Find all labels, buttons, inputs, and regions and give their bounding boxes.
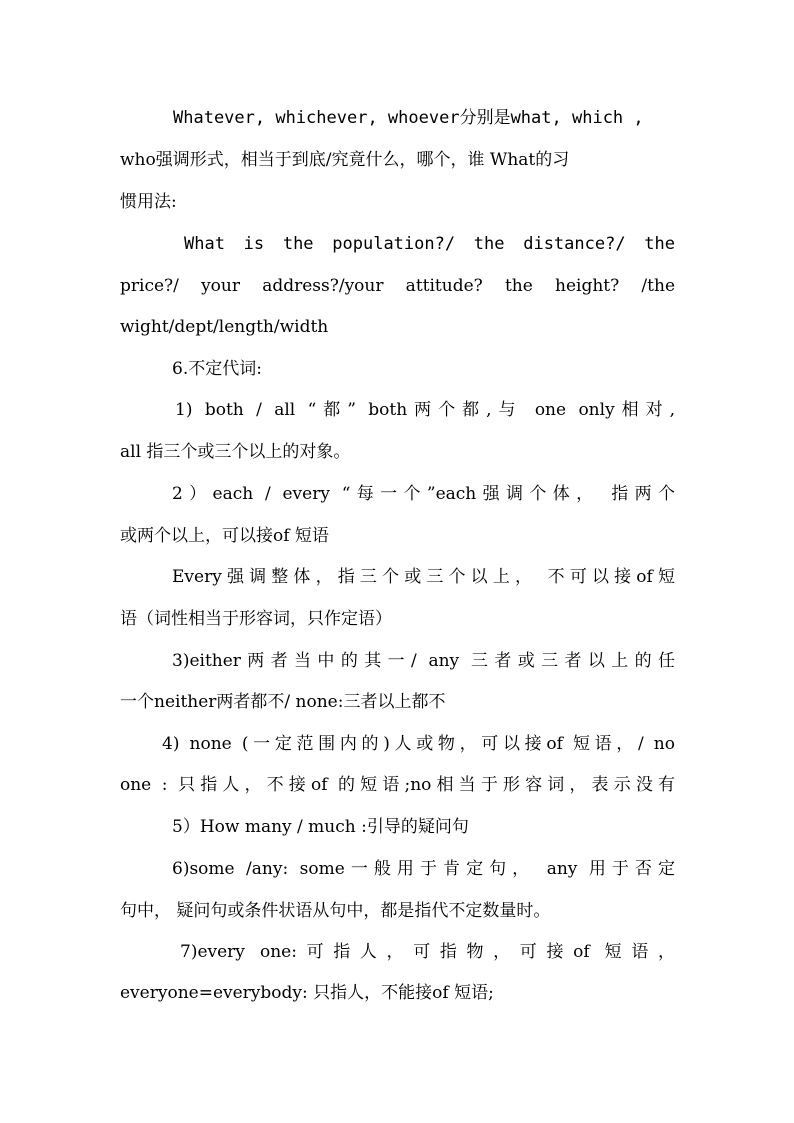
paragraph-line-17: one : 只指人，不接of 的短语;no相当于形容词，表示没有 — [120, 775, 675, 795]
paragraph-line-10: 2）each / every “每一个”each强调个体， 指两个 — [172, 484, 675, 504]
paragraph-line-9: all 指三个或三个以上的对象。 — [120, 442, 351, 462]
paragraph-line-4: What is the population?/ the distance?/ the — [184, 234, 675, 254]
paragraph-line-5: price?/ your address?/your attitude? the height? /the — [120, 276, 675, 296]
paragraph-line-6: wight/dept/length/width — [120, 317, 329, 337]
paragraph-line-14: 3)either两者当中的其一/ any 三者或三者以上的任 — [172, 651, 675, 671]
section-heading: 6.不定代词: — [172, 359, 262, 379]
paragraph-line-19: 6)some /any: some一般用于肯定句， any 用于否定 — [172, 859, 675, 879]
paragraph-line-20: 句中， 疑问句或条件状语从句中，都是指代不定数量时。 — [120, 901, 551, 921]
paragraph-line-22: everyone=everybody: 只指人，不能接of 短语; — [120, 983, 494, 1003]
paragraph-line-21: 7)every one:可指人，可指物，可接of 短语， — [180, 942, 675, 962]
paragraph-line-12: Every强调整体，指三个或三个以上， 不可以接of短 — [172, 567, 675, 587]
paragraph-line-16: 4) none (一定范围内的)人或物，可以接of 短语，/ no — [162, 734, 675, 754]
paragraph-line-11: 或两个以上，可以接of 短语 — [120, 526, 329, 546]
paragraph-line-8: 1) both / all “都” both两个都,与 one only相对, — [175, 400, 675, 420]
paragraph-line-18: 5）How many / much :引导的疑问句 — [172, 817, 469, 837]
paragraph-line-2: who强调形式，相当于到底/究竟什么，哪个，谁 What的习 — [120, 150, 570, 170]
paragraph-line-15: 一个neither两者都不/ none:三者以上都不 — [120, 692, 446, 712]
paragraph-line-13: 语（词性相当于形容词，只作定语） — [120, 609, 392, 629]
paragraph-line-3: 惯用法: — [120, 192, 177, 212]
paragraph-line-1: Whatever, whichever, whoever分别是what, which , — [173, 108, 644, 128]
